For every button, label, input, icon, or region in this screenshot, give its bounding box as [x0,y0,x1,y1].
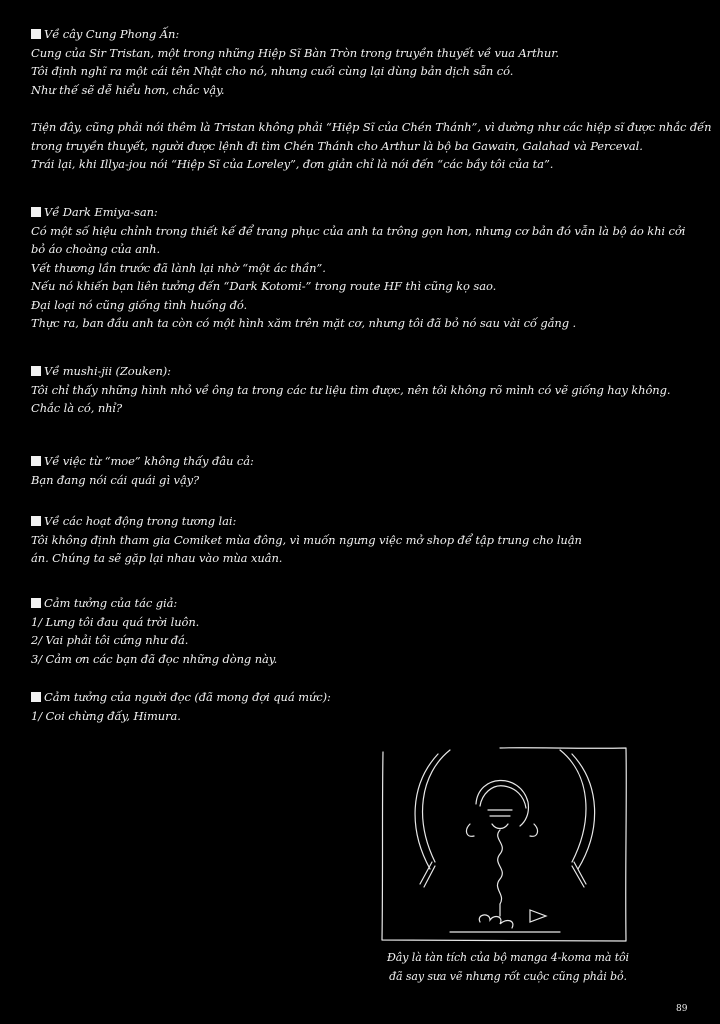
section-heading: Cảm tưởng của người đọc (đã mong đợi quá mức): [31,688,691,707]
text-line: 1/ Lưng tôi đau quá trời luôn. [31,614,200,629]
text-line: Thực ra, ban đầu anh ta còn có một hình xăm trên mặt cơ, nhưng tôi đã bỏ nó sau vài cố gắng . [31,316,577,330]
section-seal-bow [31,25,712,174]
section-mushi-jii [31,362,691,418]
text-line: Bạn đang nói cái quái gì vậy? [31,472,200,487]
text-line: Đại loại nó cũng giống tình huống đó. [31,297,248,312]
text-line: Trái lại, khi Illya-jou nói “Hiệp Sĩ của Loreley”, đơn giản chỉ là nói đến “các bầy tôi của ta”. [31,157,554,171]
bullet-square-icon [31,207,41,217]
text-line: 1/ Coi chừng đấy, Himura. [31,708,181,723]
text-line: Cung của Sir Tristan, một trong những Hiệp Sĩ Bàn Tròn trong truyền thuyết về vua Arthur. [31,45,559,60]
text-line: Tôi định nghĩ ra một cái tên Nhật cho nó, nhưng cuối cùng lại dùng bản dịch sẵn có. [31,64,514,78]
illustration-caption [378,948,638,986]
bullet-square-icon [31,29,41,39]
section-heading: Về cây Cung Phong Ấn: [31,25,691,44]
section-moe [31,452,691,489]
section-author-impressions [31,594,691,668]
text-line: Tôi không định tham gia Comiket mùa đông, vì muốn ngưng việc mở shop để tập trung cho luận [31,532,582,547]
bullet-square-icon [31,598,41,608]
section-heading: Về mushi-jii (Zouken): [31,362,691,381]
text-line: 3/ Cảm ơn các bạn đã đọc những dòng này. [31,651,278,666]
text-line: 2/ Vai phải tôi cứng như đá. [31,633,189,647]
section-heading: Về Dark Emiya-san: [31,203,691,222]
caption-line: đã say sưa vẽ nhưng rốt cuộc cũng phải bỏ. [389,970,627,983]
text-line: bỏ áo choàng của anh. [31,242,161,256]
section-dark-emiya [31,203,691,333]
section-heading: Cảm tưởng của tác giả: [31,594,691,613]
bullet-square-icon [31,692,41,702]
text-line: Tiện đây, cũng phải nói thêm là Tristan không phải “Hiệp Sĩ của Chén Thánh”, vì dường như các hiệp sĩ được nhắc đến [31,120,712,134]
section-reader-impressions [31,688,691,725]
section-future-activities [31,512,691,568]
bullet-square-icon [31,516,41,526]
bullet-square-icon [31,366,41,376]
text-line: Chắc là có, nhỉ? [31,401,123,415]
text-line: án. Chúng ta sẽ gặp lại nhau vào mùa xuân. [31,551,283,565]
text-line: trong truyền thuyết, người được lệnh đi tìm Chén Thánh cho Arthur là bộ ba Gawain, Galahad và Perceval. [31,138,643,153]
page-number: 89 [676,1004,688,1014]
section-heading: Về các hoạt động trong tương lai: [31,512,691,531]
text-line: Có một số hiệu chỉnh trong thiết kế để trang phục của anh ta trông gọn hơn, nhưng cơ bản đó vẫn là bộ áo khi cởi [31,223,686,238]
caption-line: Đây là tàn tích của bộ manga 4-koma mà tôi [387,951,629,964]
sketch-illustration [380,744,628,942]
text-line: Tôi chỉ thấy những hình nhỏ về ông ta trong các tư liệu tìm được, nên tôi không rõ mình có vẽ giống hay không. [31,382,671,397]
text-line: Nếu nó khiến bạn liên tưởng đến “Dark Kotomi-” trong route HF thì cũng kọ sao. [31,279,497,293]
text-line: Như thế sẽ dễ hiểu hơn, chắc vậy. [31,82,225,97]
section-heading: Về việc từ “moe” không thấy đâu cả: [31,452,691,471]
text-line: Vết thương lần trước đã lành lại nhờ “một ác thần”. [31,260,326,275]
bullet-square-icon [31,456,41,466]
